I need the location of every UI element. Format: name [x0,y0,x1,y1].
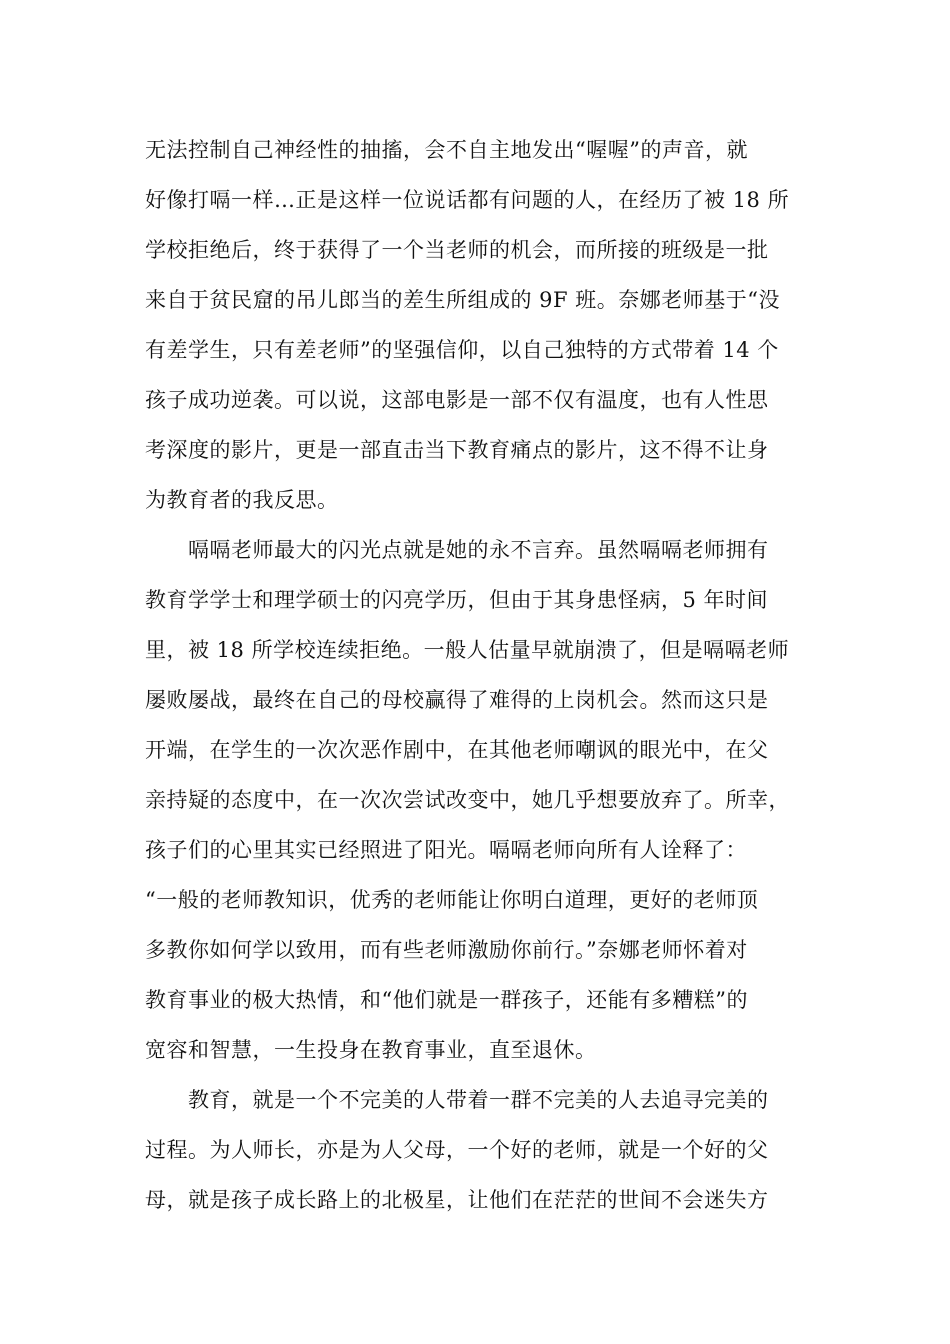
text-line: 里，被 18 所学校连续拒绝。一般人估量早就崩溃了，但是嗝嗝老师 [145,638,790,662]
text-line: 宽容和智慧，一生投身在教育事业，直至退休。 [145,1038,597,1062]
text-line: 母，就是孩子成长路上的北极星，让他们在茫茫的世间不会迷失方 [145,1188,769,1212]
text-line: 亲持疑的态度中，在一次次尝试改变中，她几乎想要放弃了。所幸， [145,788,790,812]
text-line: 来自于贫民窟的吊儿郎当的差生所组成的 9F 班。奈娜老师基于“没 [145,288,781,312]
text-line: 为教育者的我反思。 [145,488,339,512]
text-line: 开端，在学生的一次次恶作剧中，在其他老师嘲讽的眼光中，在父 [145,738,769,762]
text-line: “一般的老师教知识，优秀的老师能让你明白道理，更好的老师顶 [145,888,759,912]
text-line: 无法控制自己神经性的抽搐，会不自主地发出“喔喔”的声音，就 [145,138,748,162]
text-line: 教育，就是一个不完美的人带着一群不完美的人去追寻完美的 [145,1088,769,1112]
text-line: 孩子们的心里其实已经照进了阳光。嗝嗝老师向所有人诠释了： [145,838,747,862]
text-line: 有差学生，只有差老师”的坚强信仰，以自己独特的方式带着 14 个 [145,338,779,362]
text-line: 教育学学士和理学硕士的闪亮学历，但由于其身患怪病，5 年时间 [145,588,769,612]
text-line: 学校拒绝后，终于获得了一个当老师的机会，而所接的班级是一批 [145,238,769,262]
text-line: 孩子成功逆袭。可以说，这部电影是一部不仅有温度，也有人性思 [145,388,769,412]
text-line: 过程。为人师长，亦是为人父母，一个好的老师，就是一个好的父 [145,1138,769,1162]
text-line: 好像打嗝一样…正是这样一位说话都有问题的人，在经历了被 18 所 [145,188,790,212]
text-line: 嗝嗝老师最大的闪光点就是她的永不言弃。虽然嗝嗝老师拥有 [145,538,769,562]
text-line: 多教你如何学以致用，而有些老师激励你前行。”奈娜老师怀着对 [145,938,748,962]
text-line: 屡败屡战，最终在自己的母校赢得了难得的上岗机会。然而这只是 [145,688,769,712]
text-line: 教育事业的极大热情，和“他们就是一群孩子，还能有多糟糕”的 [145,988,748,1012]
text-line: 考深度的影片，更是一部直击当下教育痛点的影片，这不得不让身 [145,438,769,462]
